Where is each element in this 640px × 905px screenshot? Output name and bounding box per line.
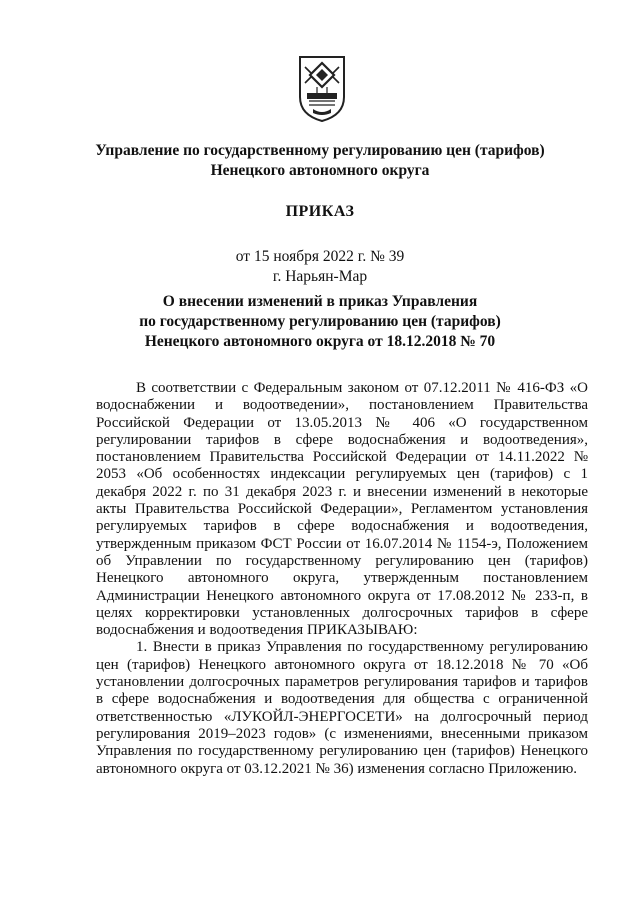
document-place: г. Нарьян-Мар bbox=[272, 268, 368, 285]
document-body bbox=[96, 380, 588, 778]
issuer-line-2: Ненецкого автономного округа bbox=[210, 162, 430, 179]
document-type: ПРИКАЗ bbox=[285, 203, 355, 220]
subject-line-3: Ненецкого автономного округа от 18.12.2018 № 70 bbox=[144, 333, 496, 350]
issuer-header bbox=[90, 141, 550, 181]
subject-line-1: О внесении изменений в приказ Управления bbox=[162, 293, 478, 310]
subject-line-2: по государственному регулированию цен (тарифов) bbox=[139, 313, 501, 330]
coat-of-arms-icon bbox=[297, 53, 347, 123]
issuer-line-1: Управление по государственному регулированию цен (тарифов) bbox=[95, 142, 545, 159]
document-subject bbox=[90, 292, 550, 352]
date-and-place bbox=[90, 247, 550, 287]
item-1-paragraph: 1. Внести в приказ Управления по государственному регулированию цен (тарифов) Ненецкого автономного округа от 18.12.2018 № 70 «Об установлении долгосрочных параметров регулирования тарифов и тарифов в сфере водоснабжения и водоотведения для общества с ограниченной ответственностью «ЛУКОЙЛ-ЭНЕРГОСЕТИ» на долгосрочный период регулирования 2019–2023 годов» (с изменениями, внесенными приказом Управления по государственному регулированию цен (тарифов) Ненецкого автономного округа от 03.12.2021 № 36) изменения согласно Приложению. bbox=[96, 639, 588, 777]
document-date-number: от 15 ноября 2022 г. № 39 bbox=[235, 248, 405, 265]
preamble-paragraph: В соответствии с Федеральным законом от 07.12.2011 № 416-ФЗ «О водоснабжении и водоотведении», постановлением Правительства Российской Федерации от 13.05.2013 № 406 «О государственном регулировании тарифов в сфере водоснабжения и водоотведения», постановлением Правительства Российской Федерации от 14.11.2022 № 2053 «Об особенностях индексации регулируемых цен (тарифов) с 1 декабря 2022 г. по 31 декабря 2023 г. и внесении изменений в некоторые акты Правительства Российской Федерации», Регламентом установления регулируемых тарифов в сфере водоснабжения и водоотведения, утвержденным приказом ФСТ России от 16.07.2014 № 1154-э, Положением об Управлении по государственному регулированию цен (тарифов) Ненецкого автономного округа, утвержденным постановлением Администрации Ненецкого автономного округа от 17.08.2012 № 233-п, в целях корректировки установленных долгосрочных тарифов в сфере водоснабжения и водоотведения ПРИКАЗЫВАЮ: bbox=[96, 380, 588, 639]
